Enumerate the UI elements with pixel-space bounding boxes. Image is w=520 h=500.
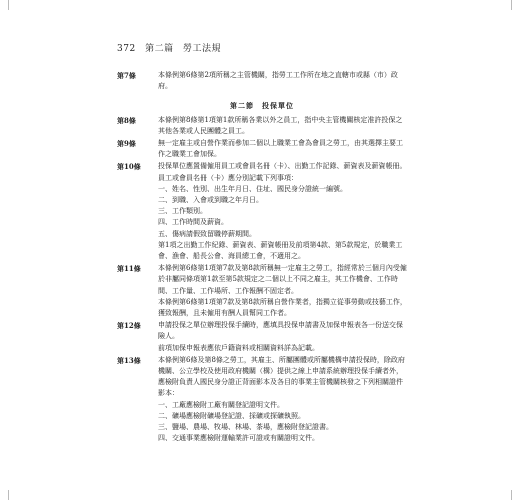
article-body — [158, 355, 407, 445]
article — [117, 355, 407, 445]
article-body — [158, 320, 407, 354]
article-paragraph: 無一定雇主或自營作業而參加二個以上職業工會為會員之勞工，由其選擇主要工作之職業工會加保。 — [158, 139, 403, 159]
article-paragraph: 申請投保之單位辦理投保手續時，應填具投保申請書及加保申報表各一份送交保險人。 — [158, 321, 403, 341]
article-paragraph: 第1項之出勤工作紀錄、薪資表、薪資帳冊及前項第4款、第5款規定，於職業工會、漁會、船長公會、海員總工會，不適用之。 — [158, 240, 403, 261]
article-number: 第10條 — [117, 162, 141, 172]
crop-mark — [511, 0, 512, 10]
article-paragraph: 本條例第6條第1項第7款及第8款所稱自營作業者，指獨立從事勞動或技藝工作，獲致報酬，且未僱用有酬人員幫同工作者。 — [158, 297, 407, 318]
article-paragraph: 一、工廠應檢附工廠有關登記證明文件。 — [158, 400, 284, 409]
article-body — [158, 138, 407, 160]
article-number: 第8條 — [117, 115, 136, 125]
running-header — [117, 41, 227, 54]
article-paragraph: 本條例第6條第1項第7款及第8款所稱無一定雇主之勞工，指經常於三個月內受僱於非屬同條項第1款至第5款規定之二個以上不同之雇主，其工作機會、工作時間、工作量、工作場所、工作報酬不固定者。 — [158, 264, 407, 295]
article-paragraph: 本條例第6條第2項所稱之主管機關，指勞工工作所在地之直轄市或縣（市）政府。 — [158, 71, 398, 91]
article-body — [158, 70, 407, 92]
article-number: 第11條 — [117, 264, 141, 274]
page-number: 372 — [117, 44, 136, 54]
article — [117, 263, 407, 319]
article — [117, 320, 407, 354]
article-paragraph: 本條例第8條第1項第1款所稱各業以外之員工，指中央主管機關核定准許投保之其他各業或人民團體之員工。 — [158, 115, 403, 135]
article-number: 第9條 — [117, 139, 136, 149]
article-number: 第12條 — [117, 321, 141, 331]
article-paragraph: 一、姓名、性別、出生年月日、住址、國民身分證統一編號。 — [158, 184, 347, 193]
article-paragraph: 三、鹽場、農場、牧場、林場、茶場，應檢附登記證書。 — [158, 423, 333, 432]
article — [117, 70, 407, 92]
article-paragraph: 五、傷病請假致留職停薪期間。 — [158, 229, 256, 238]
article-number: 第13條 — [117, 355, 141, 365]
article-paragraph: 員工或會員名冊（卡）應分別記載下列事項： — [158, 173, 298, 182]
article-paragraph: 二、到職、入會或到職之年月日。 — [158, 196, 263, 205]
article-paragraph: 二、礦場應檢附礦場登記證、採礦或探礦執照。 — [158, 411, 305, 420]
article — [117, 161, 407, 262]
article — [117, 115, 407, 137]
articles-before-section — [117, 70, 407, 92]
article-number: 第7條 — [117, 71, 136, 80]
article-body — [158, 263, 407, 319]
article-paragraph: 本條例第6條及第8條之勞工，其雇主、所屬團體或所屬機構申請投保時，除政府機關、公立學校及使用政府機關（構）提供之線上申請系統辦理投保手續者外，應檢附負責人國民身分證正背面影本及各目的事業主管機關核發之下列相關證件影本： — [158, 355, 405, 398]
article-body — [158, 161, 407, 262]
article-paragraph: 四、交通事業應檢附運輸業許可證或有關證明文件。 — [158, 434, 319, 443]
article-body — [158, 115, 407, 137]
article-paragraph: 三、工作類別。 — [158, 207, 207, 216]
page-body — [117, 70, 407, 446]
section-title: 第二節 投保單位 — [230, 101, 294, 111]
article — [117, 138, 407, 160]
crop-mark — [511, 490, 512, 500]
article-paragraph: 投保單位應置備僱用員工或會員名冊（卡）、出勤工作記錄、薪資表及薪資帳冊。 — [158, 162, 407, 171]
articles-section — [117, 115, 407, 445]
chapter-title: 勞工法規 — [182, 44, 221, 54]
article-paragraph: 前項加保申報表應依戶籍資料或相關資料詳為記載。 — [158, 343, 319, 352]
part-label: 第二篇 — [145, 44, 174, 54]
crop-mark — [8, 490, 9, 500]
crop-mark — [8, 0, 9, 10]
article-paragraph: 四、工作時間及薪資。 — [158, 218, 228, 227]
